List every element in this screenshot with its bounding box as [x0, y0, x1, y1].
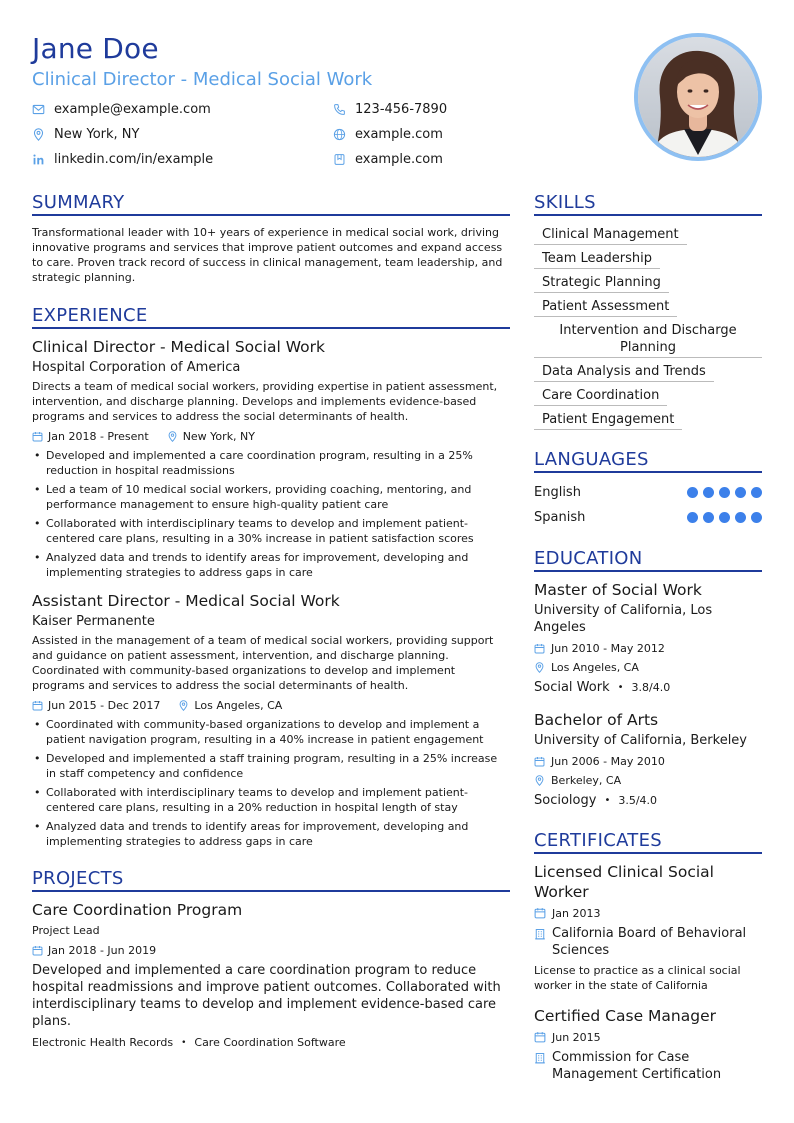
job-description: Directs a team of medical social workers, providing expertise in patient assessment, intervention, and discharge planning. Develops and implements evidence-based programs and services to address the social determinants of health.	[32, 380, 498, 423]
cert-date: Jan 2013	[552, 906, 601, 920]
cert-name: Certified Case Manager	[534, 1007, 716, 1025]
skill-item: Clinical Management	[534, 224, 687, 245]
edu-dates: Jun 2006 - May 2010	[551, 755, 665, 768]
list-item: • Analyzed data and trends to identify areas for improvement, developing and implementing strategies to address gaps in care	[32, 550, 510, 580]
skill-item: Strategic Planning	[534, 272, 669, 293]
edu-school: University of California, Los Angeles	[534, 603, 713, 635]
envelope-icon	[32, 103, 45, 116]
job-dates: Jan 2018 - Present	[48, 430, 149, 443]
email-text: example@example.com	[54, 102, 211, 117]
candidate-name: Jane Doe	[32, 32, 159, 65]
skill-item: Care Coordination	[534, 385, 667, 406]
job-location: New York, NY	[182, 430, 255, 443]
job-bullets	[32, 717, 510, 849]
skills-list	[534, 224, 762, 430]
edu-location-row	[534, 658, 762, 677]
linkedin-icon	[32, 153, 45, 166]
language-row	[534, 505, 762, 530]
level-dot	[735, 487, 746, 498]
list-item: • Developed and implemented a staff training program, resulting in a 25% increase in staff competency and confidence	[32, 751, 510, 781]
education-heading: EDUCATION	[534, 548, 762, 572]
calendar-icon	[534, 907, 546, 919]
edu-gpa: 3.5/4.0	[618, 793, 658, 807]
map-pin-icon	[534, 775, 545, 786]
contact-location	[32, 125, 333, 144]
language-name: English	[534, 485, 581, 500]
education-entry	[534, 581, 762, 697]
edu-dates-row	[534, 752, 762, 771]
job-bullets	[32, 448, 510, 580]
certificate-entry	[534, 862, 762, 993]
job-meta	[32, 698, 510, 713]
level-dot	[703, 487, 714, 498]
skill-item: Patient Engagement	[534, 409, 682, 430]
job-location: Los Angeles, CA	[194, 699, 283, 712]
calendar-icon	[32, 431, 43, 442]
linkedin-text: linkedin.com/in/example	[54, 152, 214, 167]
edu-degree: Bachelor of Arts	[534, 711, 659, 729]
project-tag: Care Coordination Software	[194, 1036, 346, 1049]
list-item: • Led a team of 10 medical social workers, providing coaching, mentoring, and performance management to ensure high-quality patient care	[32, 482, 510, 512]
job-description: Assisted in the management of a team of medical social workers, providing support and guidance on patient assessment, intervention, and discharge planning. Coordinated with community-based organizations to develop and implement programs and services to address the social determinants of health.	[32, 634, 494, 692]
project-meta	[32, 943, 510, 958]
list-item: • Coordinated with community-based organizations to develop and implement a patient navigation program, resulting in a 40% increase in patient engagement	[32, 717, 510, 747]
education-entry	[534, 711, 762, 810]
level-dot	[719, 487, 730, 498]
contact-linkedin[interactable]	[32, 150, 333, 169]
job-entry	[32, 592, 510, 849]
level-dot	[735, 512, 746, 523]
project-name: Care Coordination Program	[32, 901, 243, 919]
contact-website[interactable]	[333, 125, 533, 144]
projects-heading: PROJECTS	[32, 868, 510, 892]
skill-item: Patient Assessment	[534, 296, 677, 317]
bookmark-icon	[333, 153, 346, 166]
portrait-image	[638, 37, 758, 157]
certificate-entry	[534, 1006, 762, 1083]
language-level	[687, 487, 762, 498]
map-pin-icon	[534, 662, 545, 673]
cert-date-row	[534, 1028, 762, 1046]
list-item: • Collaborated with interdisciplinary teams to develop and implement patient-centered care plans, resulting in a 20% reduction in hospital length of stay	[32, 785, 510, 815]
location-text: New York, NY	[54, 127, 140, 142]
cert-description: License to practice as a clinical social worker in the state of California	[534, 964, 741, 992]
map-pin-icon	[167, 431, 178, 442]
right-column	[534, 192, 762, 1086]
language-level	[687, 512, 762, 523]
job-company: Kaiser Permanente	[32, 614, 155, 629]
candidate-role: Clinical Director - Medical Social Work	[32, 69, 373, 90]
contact-portfolio[interactable]	[333, 150, 533, 169]
edu-location: Berkeley, CA	[551, 774, 622, 787]
project-tags: Electronic Health Records • Care Coordination Software	[32, 1036, 346, 1049]
edu-location-row	[534, 771, 762, 790]
cert-date-row	[534, 904, 762, 922]
job-meta	[32, 429, 510, 444]
building-icon	[534, 928, 546, 940]
cert-issuer: Commission for Case Management Certification	[552, 1050, 722, 1082]
language-name: Spanish	[534, 510, 586, 525]
job-dates: Jun 2015 - Dec 2017	[48, 699, 161, 712]
website-text: example.com	[355, 127, 443, 142]
languages-list	[534, 480, 762, 530]
calendar-icon	[32, 945, 43, 956]
job-company: Hospital Corporation of America	[32, 360, 241, 375]
building-icon	[534, 1052, 546, 1064]
calendar-icon	[534, 643, 545, 654]
level-dot	[687, 487, 698, 498]
summary-text: Transformational leader with 10+ years of experience in medical social work, driving innovative programs and services that improve patient outcomes and expand access to care. Proven track record of success in clinical management, team leadership, and strategic planning.	[32, 226, 503, 284]
level-dot	[751, 512, 762, 523]
phone-icon	[333, 103, 346, 116]
skill-item: Data Analysis and Trends	[534, 361, 714, 382]
project-tag: Electronic Health Records	[32, 1036, 174, 1049]
edu-school: University of California, Berkeley	[534, 733, 747, 748]
calendar-icon	[534, 1031, 546, 1043]
edu-field: Social Work	[534, 679, 610, 695]
phone-text: 123-456-7890	[355, 102, 448, 117]
project-entry	[32, 901, 510, 1049]
experience-heading: EXPERIENCE	[32, 305, 510, 329]
edu-location: Los Angeles, CA	[551, 661, 639, 674]
globe-icon	[333, 128, 346, 141]
list-item: • Analyzed data and trends to identify areas for improvement, developing and implementing strategies to address gaps in care	[32, 819, 510, 849]
skill-item: Team Leadership	[534, 248, 660, 269]
contact-list	[32, 100, 532, 169]
edu-gpa-row: Social Work • 3.8/4.0	[534, 679, 671, 695]
job-title: Clinical Director - Medical Social Work	[32, 338, 325, 356]
languages-heading: LANGUAGES	[534, 449, 762, 473]
level-dot	[719, 512, 730, 523]
cert-issuer-row	[534, 1049, 762, 1083]
calendar-icon	[32, 700, 43, 711]
level-dot	[687, 512, 698, 523]
list-item: • Collaborated with interdisciplinary teams to develop and implement patient-centered care plans, resulting in a 30% increase in patient satisfaction scores	[32, 516, 510, 546]
skills-heading: SKILLS	[534, 192, 762, 216]
language-row	[534, 480, 762, 505]
cert-issuer: California Board of Behavioral Sciences	[552, 926, 747, 958]
project-dates: Jan 2018 - Jun 2019	[48, 944, 157, 957]
left-column	[32, 192, 510, 1049]
edu-gpa: 3.8/4.0	[631, 680, 671, 694]
portfolio-text: example.com	[355, 152, 443, 167]
cert-date: Jun 2015	[552, 1030, 601, 1044]
level-dot	[703, 512, 714, 523]
list-item: • Developed and implemented a care coordination program, resulting in a 25% reduction in hospital readmissions	[32, 448, 510, 478]
project-description: Developed and implemented a care coordination program to reduce hospital readmissions and improve patient outcomes. Collaborated with interdisciplinary teams to develop and implement evidence-based care plans.	[32, 963, 501, 1029]
job-entry	[32, 338, 510, 580]
profile-photo	[634, 33, 762, 161]
cert-issuer-row	[534, 925, 762, 959]
edu-gpa-row: Sociology • 3.5/4.0	[534, 792, 658, 808]
contact-phone[interactable]	[333, 100, 533, 119]
job-title: Assistant Director - Medical Social Work	[32, 592, 340, 610]
map-pin-icon	[178, 700, 189, 711]
summary-heading: SUMMARY	[32, 192, 510, 216]
level-dot	[751, 487, 762, 498]
cert-name: Licensed Clinical Social Worker	[534, 863, 714, 901]
map-pin-icon	[32, 128, 45, 141]
edu-dates: Jun 2010 - May 2012	[551, 642, 665, 655]
edu-dates-row	[534, 639, 762, 658]
contact-email[interactable]	[32, 100, 333, 119]
project-role: Project Lead	[32, 924, 100, 937]
calendar-icon	[534, 756, 545, 767]
certificates-heading: CERTIFICATES	[534, 830, 762, 854]
skill-item: Intervention and Discharge Planning	[534, 320, 762, 358]
edu-field: Sociology	[534, 792, 597, 808]
edu-degree: Master of Social Work	[534, 581, 702, 599]
